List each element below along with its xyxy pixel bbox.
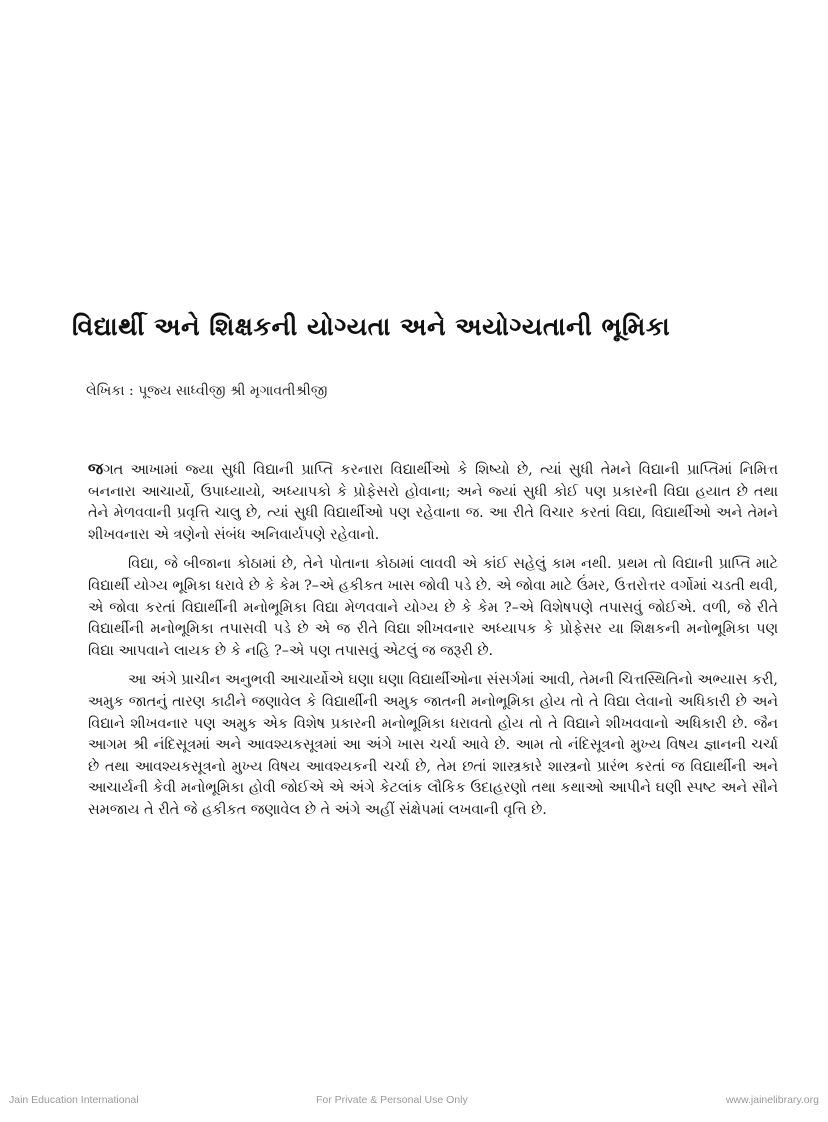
- footer-publisher: Jain Education International: [9, 1094, 139, 1106]
- footer-website-link[interactable]: www.jainelibrary.org: [725, 1094, 819, 1106]
- article-title: વિદ્યાર્થી અને શિક્ષકની યોગ્યતા અને અયોગ્યતાની ભૂમિકા: [72, 312, 671, 341]
- author-name: પૂજ્ય સાધ્વીજી શ્રી મૃગાવતીશ્રીજી: [138, 383, 328, 399]
- paragraph-3: આ અંગે પ્રાચીન અનુભવી આચાર્યોએ ઘણા ઘણા વિદ્યાર્થીઓના સંસર્ગમાં આવી, તેમની ચિત્તસ્થિતિનો અભ્યાસ કરી, અમુક જાતનું તારણ કાઢીને જણાવેલ કે વિદ્યાર્થીની અમુક જાતની મનોભૂમિકા હોય તો તે વિદ્યા લેવાનો અધિકારી છે અને વિદ્યાને શીખવનાર પણ અમુક એક વિશેષ પ્રકારની મનોભૂમિકા ધરાવતો હોય તો તે વિદ્યાને શીખવવાનો અધિકારી છે. જૈન આગમ શ્રી નંદિસૂત્રમાં અને આવશ્યકસૂત્રમાં આ અંગે ખાસ ચર્ચા આવે છે. આમ તો નંદિસૂત્રનો મુખ્ય વિષય જ્ઞાનની ચર્ચા છે તથા આવશ્યકસૂત્રનો મુખ્ય વિષય આવશ્યકની ચર્ચા છે, તેમ છતાં શાસ્ત્રકારે શાસ્ત્રનો પ્રારંભ કરતાં જ વિદ્યાર્થીની અને આચાર્યની કેવી મનોભૂમિકા હોવી જોઈએ એ અંગે કેટલાંક લૌકિક ઉદાહરણો તથા કથાઓ આપીને ઘણી સ્પષ્ટ અને સૌને સમજાય તે રીતે જે હકીકત જણાવેલ છે તે અંગે અહીં સંક્ષેપમાં લખવાની વૃત્તિ છે.: [88, 672, 778, 818]
- article-body: [88, 458, 778, 830]
- drop-cap: જ: [88, 459, 104, 478]
- paragraph-1: [88, 458, 778, 546]
- footer-usage-note: For Private & Personal Use Only: [316, 1094, 468, 1106]
- paragraph-2: વિદ્યા, જે બીજાના કોઠામાં છે, તેને પોતાના કોઠામાં લાવવી એ કાંઈ સહેલું કામ નથી. પ્રથમ તો વિદ્યાની પ્રાપ્તિ માટે વિદ્યાર્થી યોગ્ય ભૂમિકા ધરાવે છે કે કેમ ?–એ હકીકત ખાસ જોવી પડે છે. એ જોવા માટે ઉંમર, ઉત્તરોત્તર વર્ગોમાં ચડતી થવી, એ જોવા કરતાં વિદ્યાર્થીની મનોભૂમિકા વિદ્યા મેળવવાને યોગ્ય છે કે કેમ ?–એ વિશેષપણે તપાસવું જોઈએ. વળી, જે રીતે વિદ્યાર્થીની મનોભૂમિકા તપાસવી પડે છે એ જ રીતે વિદ્યા શીખવનાર અધ્યાપક કે પ્રોફેસર યા શિક્ષકની મનોભૂમિકા પણ વિદ્યા આપવાને લાયક છે કે નહિ ?–એ પણ તપાસવું એટલું જ જરૂરી છે.: [88, 556, 778, 659]
- paragraph-1-text: ગત આખામાં જ્યા સુધી વિદ્યાની પ્રાપ્તિ કરનારા વિદ્યાર્થીઓ કે શિષ્યો છે, ત્યાં સુધી તેમને વિદ્યાની પ્રાપ્તિમાં નિમિત્ત બનનારા આચાર્યો, ઉપાધ્યાયો, અધ્યાપકો કે પ્રોફેસરો હોવાના; અને જ્યાં સુધી કોઈ પણ પ્રકારની વિદ્યા હયાત છે તથા તેને મેળવવાની પ્રવૃત્તિ ચાલુ છે, ત્યાં સુધી વિદ્યાર્થીઓ પણ રહેવાના જ. આ રીતે વિચાર કરતાં વિદ્યા, વિદ્યાર્થીઓ અને તેમને શીખવનારા એ ત્રણેનો સંબંધ અનિવાર્યપણે રહેવાનો.: [88, 462, 778, 543]
- page-footer: [0, 1094, 828, 1108]
- author-line: [86, 383, 327, 399]
- author-label: લેખિકા :: [86, 383, 134, 399]
